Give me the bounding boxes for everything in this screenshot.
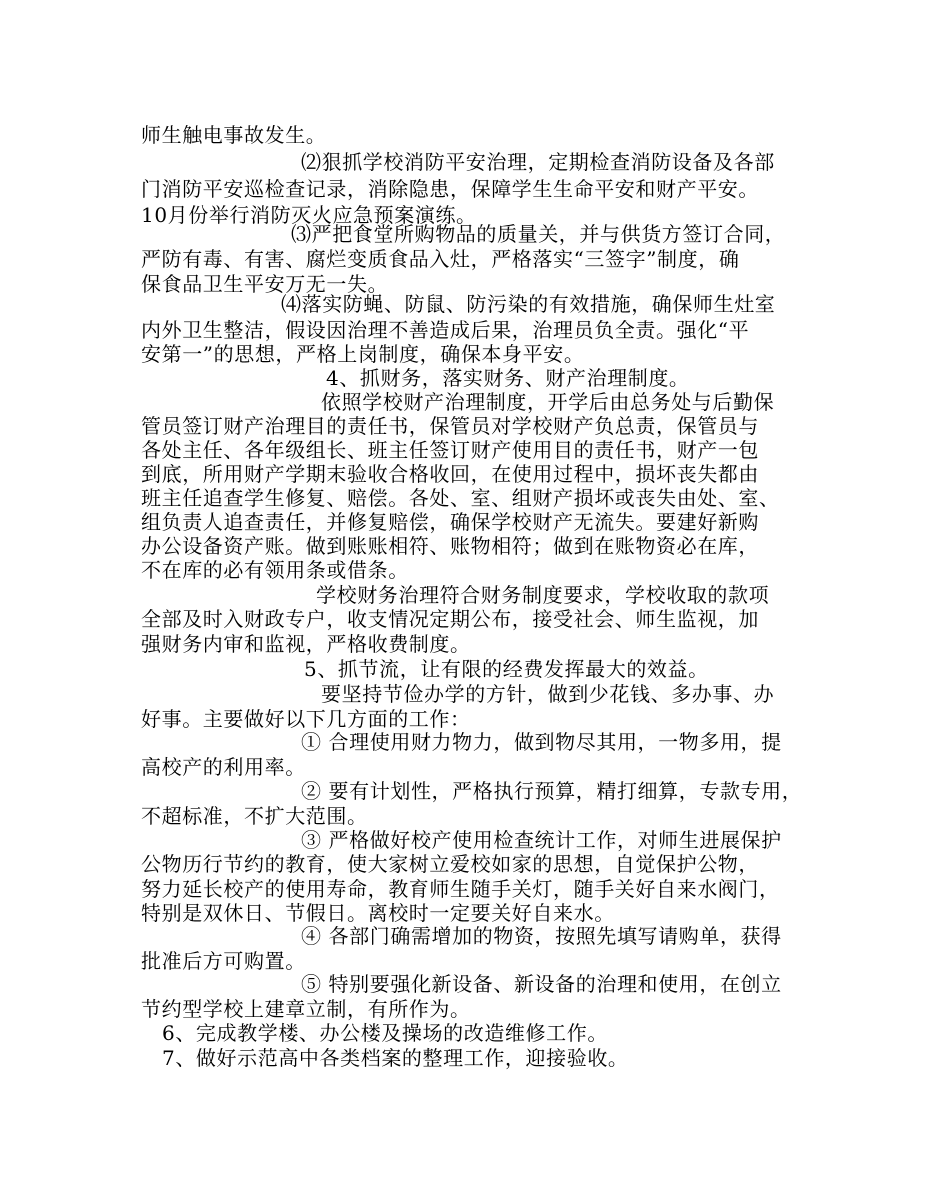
text-line: 批准后方可购置。 <box>141 949 306 973</box>
text-line: ② 要有计划性，严格执行预算，精打细算，专款专用， <box>301 779 803 803</box>
text-line: 不超标准，不扩大范围。 <box>141 804 368 828</box>
text-line: 好事。主要做好以下几方面的工作： <box>141 707 471 731</box>
text-line: 公物历行节约的教育，使大家树立爱校如家的思想，自觉保护公物， <box>141 852 759 876</box>
text-line: ⑵狠抓学校消防平安治理，定期检查消防设备及各部 <box>301 150 775 174</box>
text-line: 严防有毒、有害、腐烂变质食品入灶，严格落实“三签字”制度，确 <box>141 247 740 271</box>
text-line: 内外卫生整洁，假设因治理不善造成后果，治理员负全责。强化“平 <box>141 318 750 342</box>
text-line: 4、抓财务，落实财务、财产治理制度。 <box>326 366 690 390</box>
text-line: 10月份举行消防灭火应急预案演练。 <box>141 203 477 227</box>
text-line: 到底，所用财产学期末验收合格收回，在使用过程中，损坏丧失都由 <box>141 462 759 486</box>
text-line: ① 合理使用财力物力，做到物尽其用，一物多用，提 <box>301 730 782 754</box>
text-line: ⑷落实防蝇、防鼠、防污染的有效措施，确保师生灶室 <box>281 292 776 316</box>
text-line: 学校财务治理符合财务制度要求，学校收取的款项 <box>316 583 770 607</box>
text-line: 师生触电事故发生。 <box>141 123 327 147</box>
text-line: 组负责人追查责任，并修复赔偿，确保学校财产无流失。要建好新购 <box>141 510 759 534</box>
text-line: 依照学校财产治理制度，开学后由总务处与后勤保 <box>321 390 775 414</box>
text-line: 7、做好示范高中各类档案的整理工作，迎接验收。 <box>162 1046 629 1070</box>
text-line: 强财务内审和监视，严格收费制度。 <box>141 632 471 656</box>
text-line: 门消防平安巡检查记录，消除隐患，保障学生生命平安和财产平安。 <box>141 177 759 201</box>
text-line: 要坚持节俭办学的方针，做到少花钱、多办事、办 <box>321 682 775 706</box>
text-line: ⑶严把食堂所购物品的质量关，并与供货方签订合同， <box>291 222 786 246</box>
text-line: 6、完成教学楼、办公楼及操场的改造维修工作。 <box>162 1021 608 1045</box>
text-line: 节约型学校上建章立制，有所作为。 <box>141 997 471 1021</box>
text-line: 办公设备资产账。做到账账相符、账物相符；做到在账物资必在库， <box>141 534 759 558</box>
text-line: 安第一”的思想，严格上岗制度，确保本身平安。 <box>141 342 585 366</box>
text-line: 5、抓节流，让有限的经费发挥最大的效益。 <box>304 657 709 681</box>
text-line: 保食品卫生平安万无一失。 <box>141 272 389 296</box>
text-line: 全部及时入财政专户，收支情况定期公布，接受社会、师生监视，加 <box>141 607 759 631</box>
text-line: 努力延长校产的使用寿命，教育师生随手关灯，随手关好自来水阀门， <box>141 877 780 901</box>
text-line: 管员签订财产治理目的责任书，保管员对学校财产负总责，保管员与 <box>141 414 759 438</box>
text-line: 各处主任、各年级组长、班主任签订财产使用目的责任书，财产一包 <box>141 438 759 462</box>
text-line: 不在库的必有领用条或借条。 <box>141 558 409 582</box>
text-line: 高校产的利用率。 <box>141 755 306 779</box>
text-line: 特别是双休日、节假日。离校时一定要关好自来水。 <box>141 901 615 925</box>
text-line: ⑤ 特别要强化新设备、新设备的治理和使用，在创立 <box>301 972 782 996</box>
text-line: 班主任追查学生修复、赔偿。各处、室、组财产损坏或丧失由处、室、 <box>141 486 780 510</box>
text-line: ④ 各部门确需增加的物资，按照先填写请购单，获得 <box>301 924 782 948</box>
text-line: ③ 严格做好校产使用检查统计工作，对师生进展保护 <box>301 828 782 852</box>
